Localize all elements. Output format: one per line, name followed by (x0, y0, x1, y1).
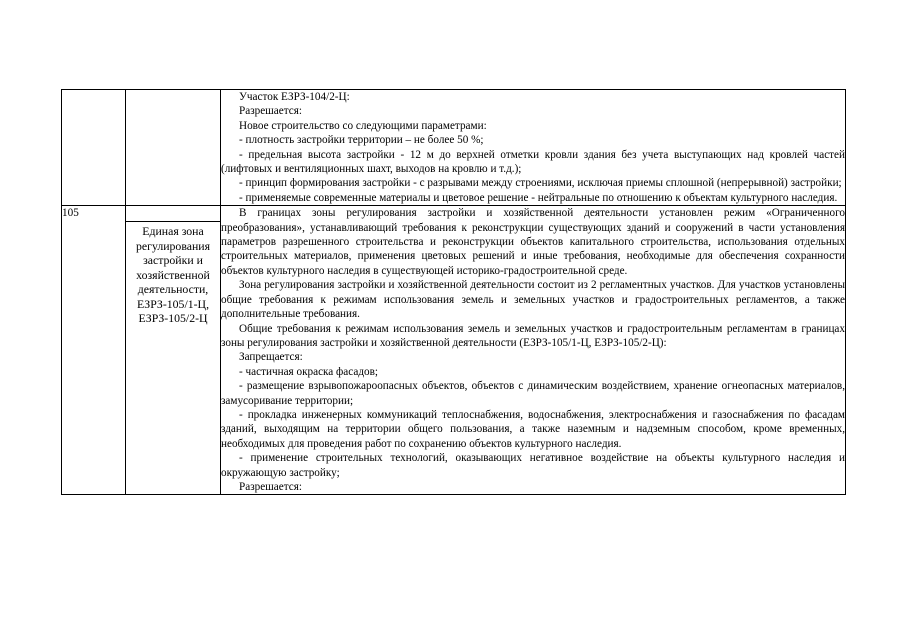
paragraph: - применяемые современные материалы и цветовое решение - нейтральные по отношению к объектам культурного наследия. (239, 191, 838, 204)
paragraph: Разрешается: (239, 480, 302, 493)
table-row (62, 90, 846, 206)
regulations-table (61, 89, 846, 495)
row-number-cell (62, 90, 126, 206)
requirements-text (221, 206, 845, 494)
table-row (62, 206, 846, 495)
paragraph: Разрешается: (239, 105, 302, 118)
paragraph: В границах зоны регулирования застройки и хозяйственной деятельности установлен режим «Ограниченного преобразования», устанавливающий требования к реконструкции существующих зданий и сооружений в части установления параметров разрешенного строительства и реконструкции объектов капитального строительства, использования отдельных строительных материалов, применения цветовых решений и иные требования, необходимые для обеспечения сохранности объектов культурного наследия в существующей историко-градостроительной среде. (221, 207, 845, 277)
paragraph: Запрещается: (239, 351, 303, 364)
zone-name: Единая зона регулирования застройки и хозяйственной деятельности, ЕЗРЗ-105/1-Ц, ЕЗРЗ-105/2-Ц (135, 224, 211, 326)
zone-name-cell (126, 90, 221, 206)
paragraph: - предельная высота застройки - 12 м до верхней отметки кровли здания без учета выступающих над кровлей частей (лифтовых и вентиляционных шахт, выходов на кровлю и т.д.); (221, 148, 845, 176)
requirements-cell (221, 206, 846, 495)
paragraph: - принцип формирования застройки - с разрывами между строениями, исключая приемы сплошной (непрерывной) застройки; (239, 177, 842, 190)
paragraph: Общие требования к режимам использования земель и земельных участков и градостроительным регламентам в границах зоны регулирования застройки и хозяйственной деятельности (ЕЗРЗ-105/1-Ц, ЕЗРЗ-105/2-Ц): (221, 322, 845, 349)
paragraph: - плотность застройки территории – не более 50 %; (239, 134, 484, 147)
paragraph: Участок ЕЗРЗ-104/2-Ц: (239, 91, 350, 103)
paragraph: - частичная окраска фасадов; (239, 365, 379, 378)
paragraph: Зона регулирования застройки и хозяйственной деятельности состоит из 2 регламентных участков. Для участков установлены общие требования к режимам использования земель и земельных участков и градостроительных регламентов, а также дополнительные требования. (221, 279, 845, 321)
paragraph: Новое строительство со следующими параметрами: (239, 119, 487, 132)
paragraph: - размещение взрывопожароопасных объектов, объектов с динамическим воздействием, хранение огнеопасных материалов, замусоривание территории; (221, 380, 845, 407)
zone-name-cell (126, 206, 221, 495)
paragraph: - прокладка инженерных коммуникаций теплоснабжения, водоснабжения, электроснабжения и газоснабжения по фасадам зданий, выходящим на территории общего пользования, а также наземным и надземным способом, кроме временных, необходимых для проведения работ по сохранению объектов культурного наследия. (221, 408, 845, 450)
paragraph: - применение строительных технологий, оказывающих негативное воздействие на объекты культурного наследия и окружающую застройку; (221, 452, 845, 479)
zone-cell-divider (126, 206, 220, 222)
requirements-cell (221, 90, 846, 206)
requirements-text (221, 90, 845, 205)
row-number: 105 (62, 206, 126, 495)
